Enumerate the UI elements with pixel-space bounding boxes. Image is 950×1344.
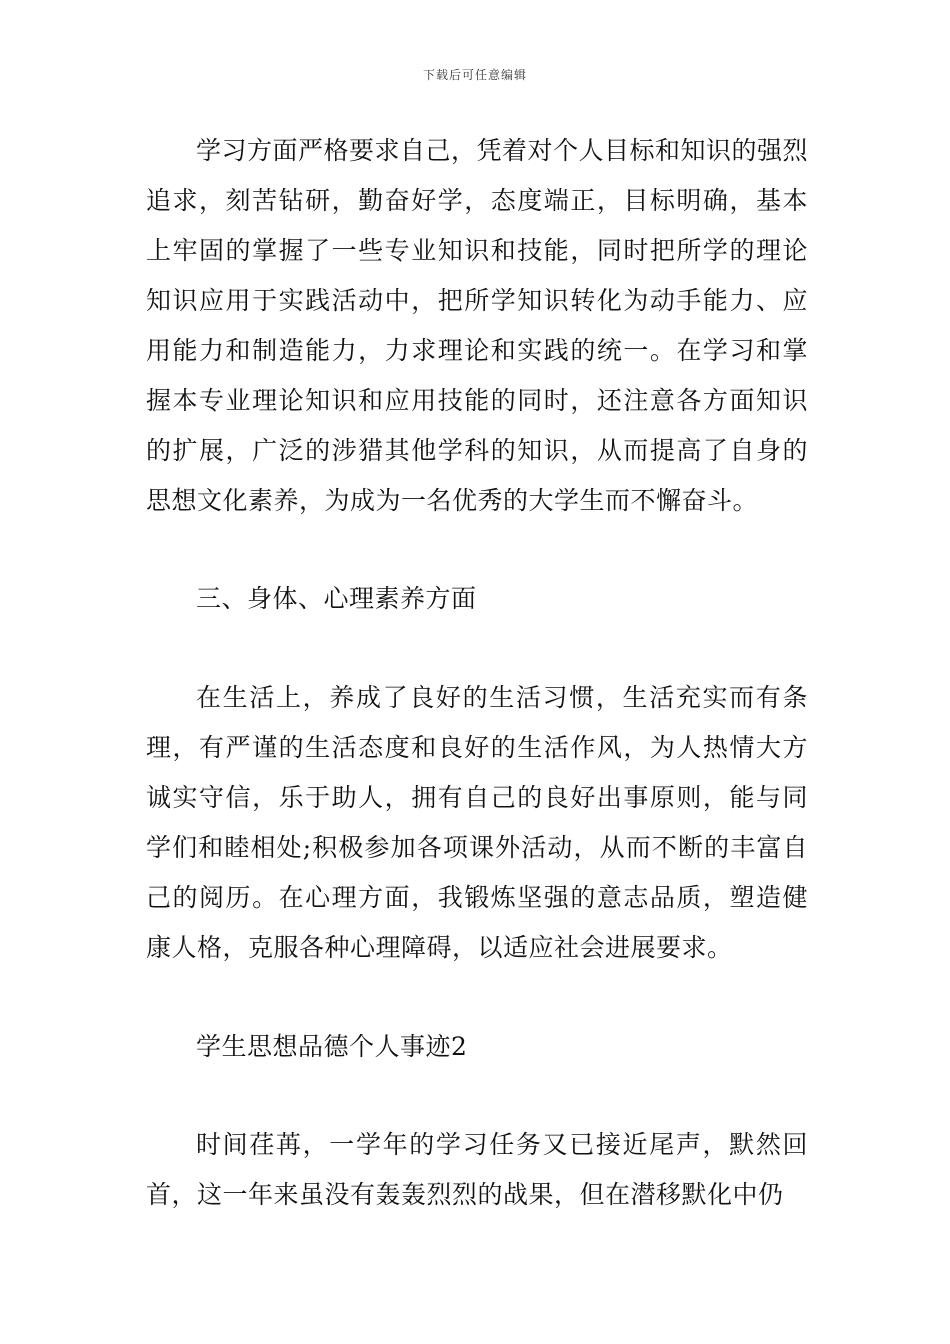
section-heading-deeds-2: 学生思想品德个人事迹2: [196, 1032, 468, 1061]
paragraph-study: 学习方面严格要求自己，凭着对个人目标和知识的强烈追求，刻苦钻研，勤奋好学，态度端正，目标明确，基本上牢固的掌握了一些专业知识和技能，同时把所学的理论知识应用于实践活动中，把所学知识转化为动手能力、应用能力和制造能力，力求理论和实践的统一。在学习和掌握本专业理论知识和应用技能的同时，还注意各方面知识的扩展，广泛的涉猎其他学科的知识，从而提高了自身的思想文化素养，为成为一名优秀的大学生而不懈奋斗。: [146, 136, 809, 515]
paragraph-life: 在生活上，养成了良好的生活习惯，生活充实而有条理，有严谨的生活态度和良好的生活作风，为人热情大方诚实守信，乐于助人，拥有自己的良好出事原则，能与同学们和睦相处;积极参加各项课外活动，从而不断的丰富自己的阅历。在心理方面，我锻炼坚强的意志品质，塑造健康人格，克服各种心理障碍，以适应社会进展要求。: [146, 683, 808, 962]
page-header-note: 下载后可任意编辑: [422, 68, 527, 82]
section-heading-physical-mental: 三、身体、心理素养方面: [196, 584, 477, 613]
paragraph-time: 时间荏苒，一学年的学习任务又已接近尾声，默然回首，这一年来虽没有轰轰烈烈的战果，但在潜移默化中仍: [146, 1130, 808, 1209]
